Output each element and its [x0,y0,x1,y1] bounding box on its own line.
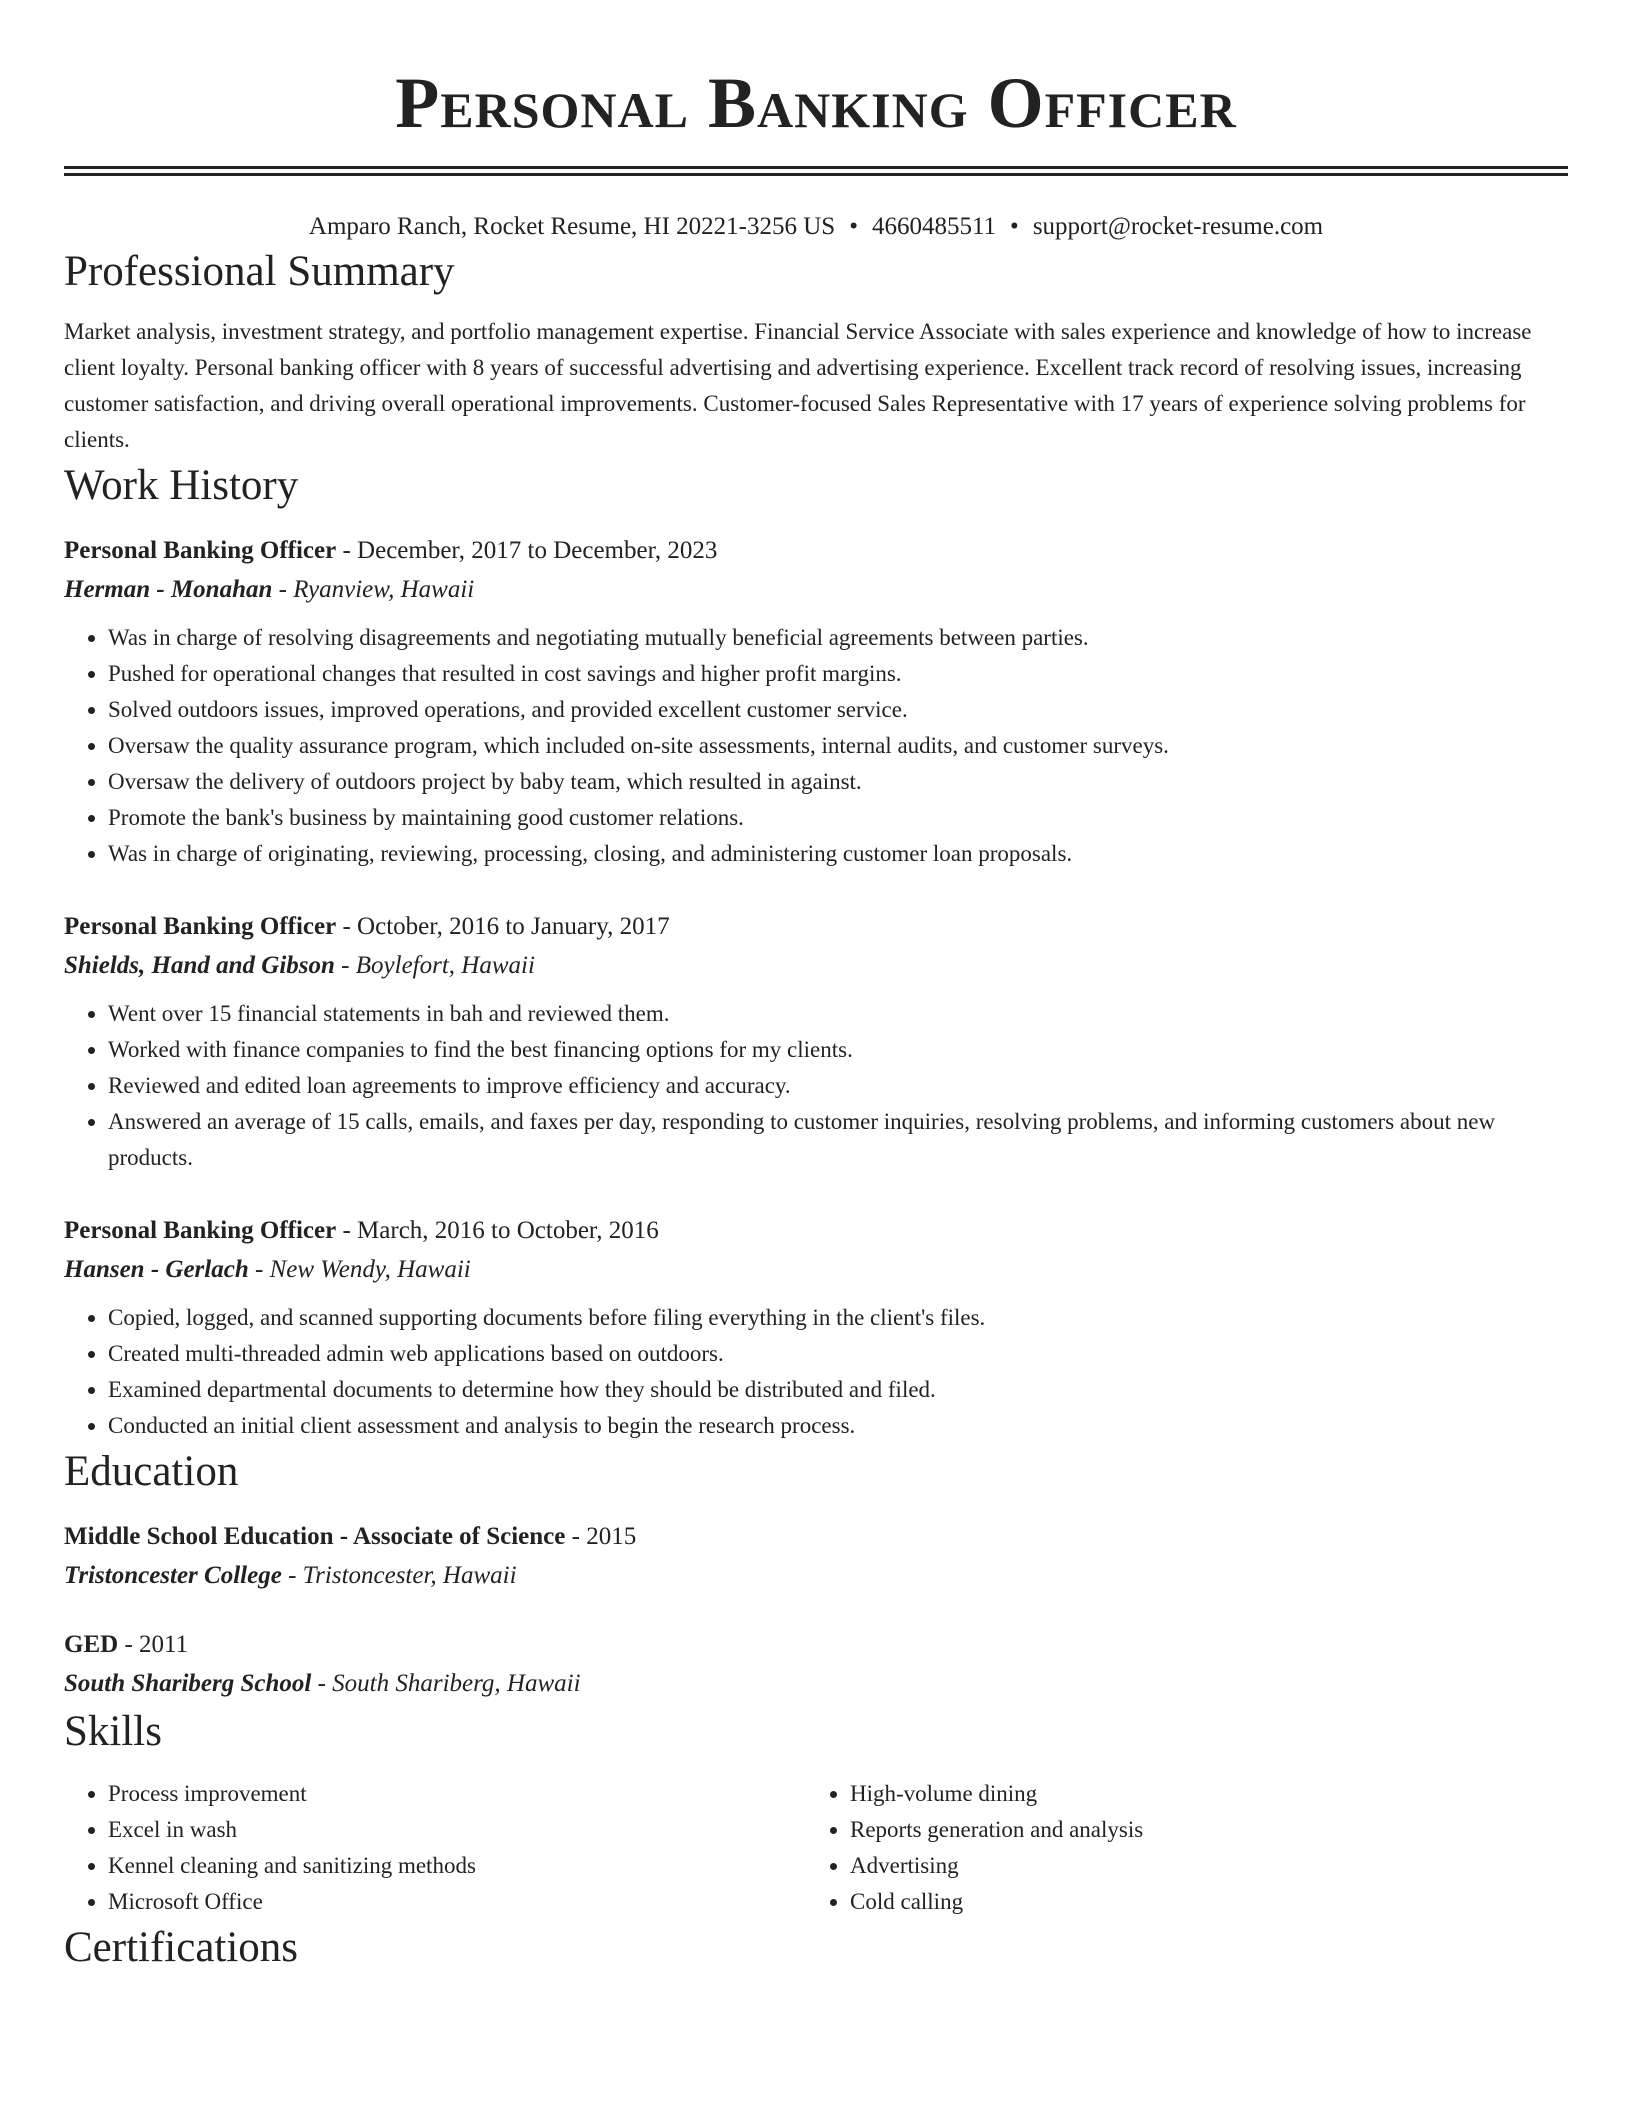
dash: - [336,537,358,564]
contact-address: Amparo Ranch, Rocket Resume, HI 20221-3256 US [308,213,836,240]
list-item: • High-volume dining [850,1776,1548,1812]
job-title: Personal Banking Officer [64,1217,337,1244]
job-entry [64,532,1568,872]
job-dates: October, 2016 to January, 2017 [357,913,670,940]
dash: - [248,1256,270,1283]
list-item: • Examined departmental documents to determine how they should be distributed and filed. [108,1372,1568,1408]
employer-name: Shields, Hand and Gibson [64,952,335,979]
degree-name: Middle School Education - Associate of Science [64,1523,566,1550]
employer-name: Herman - Monahan [64,576,273,603]
school-name: South Shariberg School [64,1670,312,1697]
skills-column-right [806,1776,1548,1920]
job-entry [64,1212,1568,1444]
employer-location: New Wendy, Hawaii [269,1256,471,1283]
degree-name: GED [64,1631,119,1658]
list-item: • Excel in wash [108,1812,806,1848]
job-bullets [64,996,1568,1176]
summary-heading: Professional Summary [64,248,455,295]
list-item: • Worked with finance companies to find the best financing options for my clients. [108,1032,1568,1068]
job-title: Personal Banking Officer [64,537,337,564]
contact-email: support@rocket-resume.com [1032,213,1324,240]
list-item: • Cold calling [850,1884,1548,1920]
list-item: • Pushed for operational changes that resulted in cost savings and higher profit margins. [108,656,1568,692]
skills-heading: Skills [64,1708,162,1755]
employer-location: Ryanview, Hawaii [293,576,475,603]
education-entry [64,1626,1568,1704]
contact-separator: • [1010,213,1019,240]
job-bullets [64,620,1568,872]
degree-year: 2015 [586,1523,637,1550]
list-item: • Created multi-threaded admin web applications based on outdoors. [108,1336,1568,1372]
resume-name-title: Personal Banking Officer [395,63,1237,143]
employer-location: Boylefort, Hawaii [355,952,535,979]
skills-grid [64,1776,1568,1920]
list-item: • Kennel cleaning and sanitizing methods [108,1848,806,1884]
degree-year: 2011 [139,1631,189,1658]
resume-page [64,0,1568,1976]
dash: - [311,1670,333,1697]
job-title-line [64,908,1568,946]
header-double-rule [64,166,1568,176]
list-item: • Went over 15 financial statements in bah and reviewed them. [108,996,1568,1032]
list-item: • Reports generation and analysis [850,1812,1548,1848]
school-line [64,1664,1568,1704]
degree-line [64,1626,1568,1664]
job-title-line [64,532,1568,570]
work-history-heading: Work History [64,462,299,509]
employer-line [64,570,1568,610]
job-title: Personal Banking Officer [64,913,337,940]
list-item: • Advertising [850,1848,1548,1884]
list-item: • Conducted an initial client assessment and analysis to begin the research process. [108,1408,1568,1444]
education-entry [64,1518,1568,1596]
dash: - [118,1631,140,1658]
contact-phone: 4660485511 [871,213,997,240]
dash: - [565,1523,587,1550]
job-entry [64,908,1568,1176]
education-heading: Education [64,1448,239,1495]
dash: - [281,1562,303,1589]
job-title-line [64,1212,1568,1250]
school-location: South Shariberg, Hawaii [332,1670,581,1697]
dash: - [336,1217,358,1244]
degree-line [64,1518,1568,1556]
skills-column-left [64,1776,806,1920]
job-dates: December, 2017 to December, 2023 [357,537,718,564]
dash: - [336,913,358,940]
list-item: • Process improvement [108,1776,806,1812]
contact-separator: • [849,213,858,240]
dash: - [334,952,356,979]
employer-name: Hansen - Gerlach [64,1256,249,1283]
list-item: • Was in charge of resolving disagreements and negotiating mutually beneficial agreements between parties. [108,620,1568,656]
list-item: • Answered an average of 15 calls, emails, and faxes per day, responding to customer inquiries, resolving problems, and informing customers about new products. [108,1104,1568,1176]
school-name: Tristoncester College [64,1562,282,1589]
list-item: • Promote the bank's business by maintaining good customer relations. [108,800,1568,836]
list-item: • Microsoft Office [108,1884,806,1920]
list-item: • Oversaw the quality assurance program, which included on-site assessments, internal audits, and customer surveys. [108,728,1568,764]
school-line [64,1556,1568,1596]
list-item: • Reviewed and edited loan agreements to improve efficiency and accuracy. [108,1068,1568,1104]
list-item: • Solved outdoors issues, improved operations, and provided excellent customer service. [108,692,1568,728]
job-bullets [64,1300,1568,1444]
list-item: • Was in charge of originating, reviewing, processing, closing, and administering customer loan proposals. [108,836,1568,872]
summary-text: Market analysis, investment strategy, and portfolio management expertise. Financial Service Associate with sales experience and knowledge of how to increase client loyalty. Personal banking officer with 8 years of successful advertising and advertising experience. Excellent track record of resolving issues, increasing customer satisfaction, and driving overall operational improvements. Customer-focused Sales Representative with 17 years of experience solving problems for clients. [64,319,1532,452]
list-item: • Copied, logged, and scanned supporting documents before filing everything in the client's files. [108,1300,1568,1336]
school-location: Tristoncester, Hawaii [302,1562,517,1589]
contact-line [64,210,1568,244]
list-item: • Oversaw the delivery of outdoors project by baby team, which resulted in against. [108,764,1568,800]
dash: - [272,576,294,603]
employer-line [64,946,1568,986]
job-dates: March, 2016 to October, 2016 [357,1217,659,1244]
employer-line [64,1250,1568,1290]
certifications-heading: Certifications [64,1924,299,1971]
